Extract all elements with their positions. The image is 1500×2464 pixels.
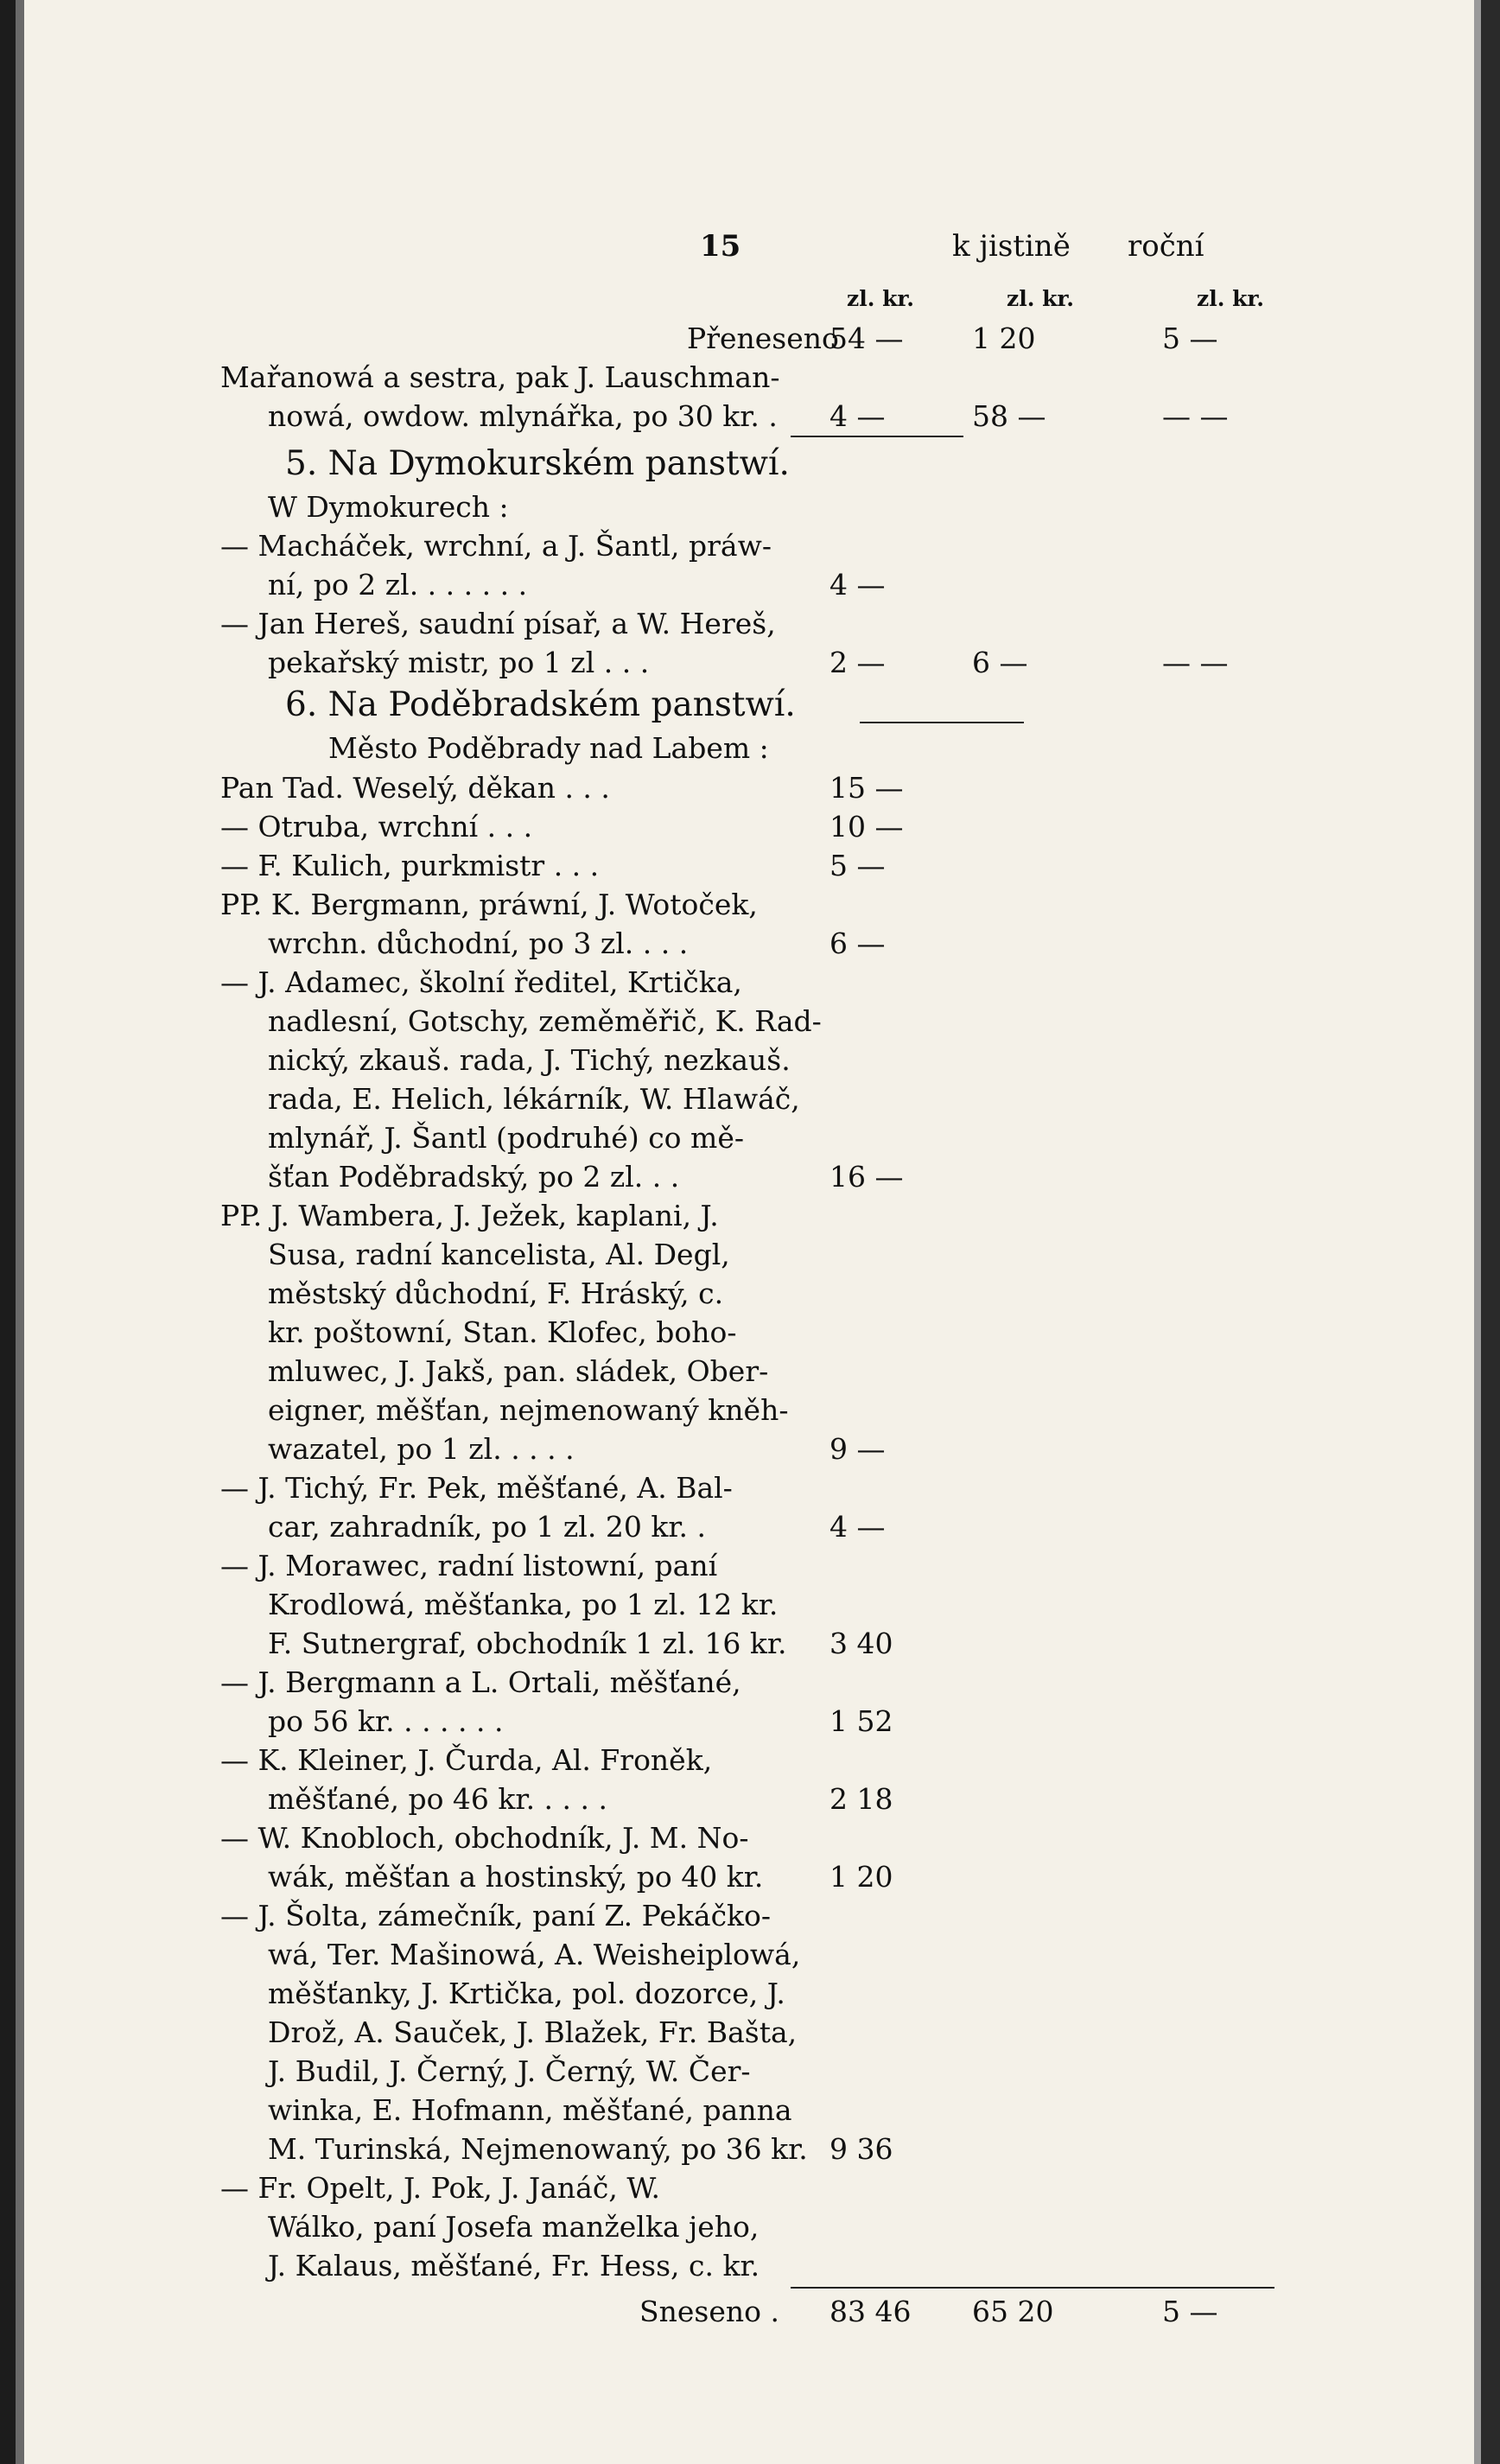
amount-c1: 4 — [829, 1510, 886, 1544]
amount-c3: — — [1162, 646, 1229, 679]
entries-group-b [220, 526, 1318, 682]
entry-row [220, 1235, 1318, 1274]
book-page [220, 229, 1318, 2331]
entry-text: J. Kalaus, měšťané, Fr. Hess, c. kr. [268, 2249, 760, 2283]
unit-header: zl. kr. [1007, 286, 1075, 311]
amount-c1: 1 52 [829, 1704, 893, 1738]
entry-row [220, 1041, 1318, 1079]
entry-text: nadlesní, Gotschy, zeměměřič, K. Rad- [268, 1004, 822, 1038]
entry-text: — F. Kulich, purkmistr . . . [220, 849, 600, 882]
total-row [220, 2292, 1318, 2331]
page-number: 15 [700, 229, 741, 264]
amount-c1: 9 — [829, 1432, 886, 1466]
amount-col1: 54 — [829, 322, 904, 355]
entry-row [220, 963, 1318, 1002]
entries-group-c [220, 768, 1318, 2285]
unit-header: zl. kr. [1197, 286, 1265, 311]
entry-text: PP. J. Wambera, J. Ježek, kaplani, J. [220, 1199, 719, 1232]
entry-row [220, 604, 1318, 643]
entry-text: měšťané, po 46 kr. . . . . [268, 1782, 607, 1816]
entry-text: Mařanowá a sestra, pak J. Lauschman- [220, 360, 780, 394]
entry-text: měšťanky, J. Krtička, pol. dozorce, J. [268, 1977, 785, 2010]
carried-forward-row [220, 319, 1318, 358]
scan-edge-left-shadow [16, 0, 24, 2464]
amount-c1: 3 40 [829, 1627, 893, 1660]
entry-row [220, 1741, 1318, 1780]
amount-c1: 16 — [829, 1160, 904, 1194]
entry-row [220, 2168, 1318, 2207]
entry-row [220, 1079, 1318, 1118]
entry-text: — Fr. Opelt, J. Pok, J. Janáč, W. [220, 2171, 660, 2205]
place-name: W Dymokurech : [268, 490, 509, 524]
entry-row [220, 1313, 1318, 1352]
entry-text: mlynář, J. Šantl (podruhé) co mě- [268, 1121, 745, 1155]
entry-text: wák, měšťan a hostinský, po 40 kr. [268, 1860, 764, 1894]
entry-row [220, 2052, 1318, 2091]
entry-row [220, 2013, 1318, 2052]
entry-text: mluwec, J. Jakš, pan. sládek, Ober- [268, 1354, 769, 1388]
entry-row [220, 1507, 1318, 1546]
scan-edge-right [1481, 0, 1500, 2464]
place-heading: Město Poděbrady nad Labem : [328, 731, 769, 765]
entry-row [220, 2207, 1318, 2246]
entry-row [220, 526, 1318, 565]
entry-row [220, 1391, 1318, 1429]
entry-row [220, 807, 1318, 846]
entry-text: Pan Tad. Weselý, děkan . . . [220, 771, 610, 805]
entry-text: M. Turinská, Nejmenowaný, po 36 kr. [268, 2132, 808, 2166]
entry-row [220, 1274, 1318, 1313]
entry-text: — Otruba, wrchní . . . [220, 810, 533, 844]
amount-col2: 65 20 [972, 2295, 1054, 2328]
entry-row [220, 358, 1318, 397]
entry-row [220, 2130, 1318, 2168]
entry-text: F. Sutnergraf, obchodník 1 zl. 16 kr. [268, 1627, 787, 1660]
entry-text: Susa, radní kancelista, Al. Degl, [268, 1238, 730, 1271]
entry-text: ní, po 2 zl. . . . . . . [268, 568, 528, 602]
entry-text: po 56 kr. . . . . . . [268, 1704, 504, 1738]
amount-col1: 83 46 [829, 2295, 912, 2328]
entry-row [220, 1196, 1318, 1235]
entry-row [220, 1002, 1318, 1041]
entry-text: — K. Kleiner, J. Čurda, Al. Froněk, [220, 1743, 713, 1777]
entry-text: městský důchodní, F. Hráský, c. [268, 1277, 724, 1310]
entry-row [220, 924, 1318, 963]
rule-line [860, 722, 1024, 723]
amount-c2: 58 — [972, 399, 1046, 433]
scan-edge-right-shadow [1474, 0, 1481, 2464]
amount-c1: 5 — [829, 849, 886, 882]
unit-header: zl. kr. [847, 286, 915, 311]
entry-row [220, 1663, 1318, 1702]
unit-header-row [220, 286, 1318, 319]
entry-row [220, 2091, 1318, 2130]
entry-row [220, 397, 1318, 436]
entry-text: wazatel, po 1 zl. . . . . [268, 1432, 575, 1466]
entry-row [220, 1780, 1318, 1818]
entry-text: nowá, owdow. mlynářka, po 30 kr. . [268, 399, 778, 433]
entry-text: PP. K. Bergmann, práwní, J. Wotoček, [220, 888, 758, 921]
amount-c1: 4 — [829, 568, 886, 602]
amount-c1: 1 20 [829, 1860, 893, 1894]
amount-c1: 2 — [829, 646, 886, 679]
entry-row [220, 1974, 1318, 2013]
amount-c1: 10 — [829, 810, 904, 844]
entry-row [220, 2246, 1318, 2285]
amount-c3: — — [1162, 399, 1229, 433]
entry-text: wrchn. důchodní, po 3 zl. . . . [268, 926, 689, 960]
rule-line [791, 2287, 1274, 2289]
amount-col3: 5 — [1162, 322, 1218, 355]
entry-text: — J. Bergmann a L. Ortali, měšťané, [220, 1665, 741, 1699]
entry-row [220, 1157, 1318, 1196]
amount-c1: 9 36 [829, 2132, 893, 2166]
entry-text: Krodlowá, měšťanka, po 1 zl. 12 kr. [268, 1588, 779, 1621]
entry-row [220, 846, 1318, 885]
entry-row [220, 565, 1318, 604]
entry-row [220, 1468, 1318, 1507]
entry-row [220, 885, 1318, 924]
entry-row [220, 643, 1318, 682]
entry-text: eigner, měšťan, nejmenowaný kněh- [268, 1393, 789, 1427]
entry-text: — J. Šolta, zámečník, paní Z. Pekáčko- [220, 1899, 772, 1932]
entry-text: — J. Tichý, Fr. Pek, měšťané, A. Bal- [220, 1471, 733, 1505]
amount-col3: 5 — [1162, 2295, 1218, 2328]
entry-text: nický, zkauš. rada, J. Tichý, nezkauš. [268, 1043, 791, 1077]
entry-text: rada, E. Helich, lékárník, W. Hlawáč, [268, 1082, 800, 1116]
row-label: Přeneseno [687, 322, 839, 355]
page-header [220, 229, 1318, 286]
entry-text: — Jan Hereš, saudní písař, a W. Hereš, [220, 607, 776, 640]
rule-line [791, 436, 963, 437]
annual-column-header: roční [1128, 229, 1204, 264]
entry-row [220, 1352, 1318, 1391]
entry-text: šťan Poděbradský, po 2 zl. . . [268, 1160, 680, 1194]
principal-column-header: k jistině [952, 229, 1071, 264]
scan-edge-left [0, 0, 16, 2464]
entry-row [220, 1896, 1318, 1935]
entry-text: pekařský mistr, po 1 zl . . . [268, 646, 650, 679]
entry-row [220, 1118, 1318, 1157]
entry-row [220, 1818, 1318, 1857]
section-heading: 5. Na Dymokurském panstwí. [285, 444, 790, 483]
entry-row [220, 1857, 1318, 1896]
entry-text: J. Budil, J. Černý, J. Černý, W. Čer- [268, 2054, 751, 2088]
entry-row [220, 1624, 1318, 1663]
entry-text: — J. Adamec, školní ředitel, Krtička, [220, 965, 742, 999]
amount-c1: 4 — [829, 399, 886, 433]
entry-text: winka, E. Hofmann, měšťané, panna [268, 2093, 792, 2127]
entry-text: car, zahradník, po 1 zl. 20 kr. . [268, 1510, 706, 1544]
entry-text: kr. poštowní, Stan. Klofec, boho- [268, 1315, 737, 1349]
entries-group-a [220, 358, 1318, 436]
entry-text: — W. Knobloch, obchodník, J. M. No- [220, 1821, 749, 1855]
entry-text: — J. Morawec, radní listowní, paní [220, 1549, 718, 1582]
entry-row [220, 1546, 1318, 1585]
section-heading: 6. Na Poděbradském panstwí. [285, 685, 796, 724]
amount-c1: 2 18 [829, 1782, 893, 1816]
place-line [220, 487, 1318, 526]
entry-row [220, 1702, 1318, 1741]
amount-c1: 15 — [829, 771, 904, 805]
entry-text: — Macháček, wrchní, a J. Šantl, práw- [220, 529, 772, 563]
entry-text: Drož, A. Sauček, J. Blažek, Fr. Bašta, [268, 2015, 798, 2049]
entry-text: Wálko, paní Josefa manželka jeho, [268, 2210, 760, 2244]
entry-row [220, 768, 1318, 807]
entry-row [220, 1429, 1318, 1468]
amount-col2: 1 20 [972, 322, 1036, 355]
amount-c1: 6 — [829, 926, 886, 960]
entry-text: wá, Ter. Mašinowá, A. Weisheiplowá, [268, 1938, 801, 1971]
row-label: Sneseno . [639, 2295, 779, 2328]
entry-row [220, 1585, 1318, 1624]
amount-c2: 6 — [972, 646, 1028, 679]
entry-row [220, 1935, 1318, 1974]
